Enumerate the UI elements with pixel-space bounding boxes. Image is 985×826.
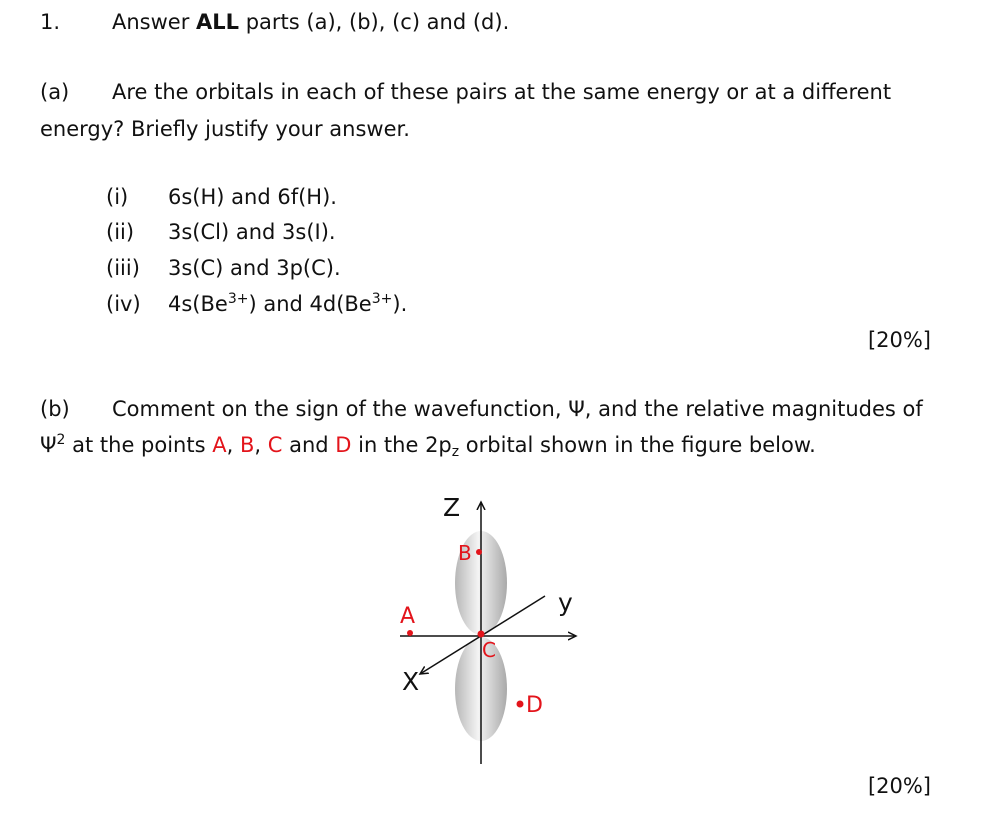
part-a-item: [106, 291, 407, 316]
intro-suffix: parts (a), (b), (c) and (d).: [239, 10, 510, 34]
part-b-marks: [20%]: [867, 774, 931, 798]
point-d-ref: D: [335, 433, 352, 457]
point-a-ref: A: [212, 433, 227, 457]
item-numeral: (iii): [106, 256, 140, 280]
intro-prefix: Answer: [112, 10, 197, 34]
point-d-label: D: [526, 693, 543, 718]
point-c-marker: [478, 631, 485, 638]
point-b-ref: B: [239, 433, 255, 457]
part-b-label: (b): [40, 397, 70, 421]
part-a-line1: Are the orbitals in each of these pairs at the same energy or at a different: [112, 80, 892, 104]
item-text: 6s(H) and 6f(H).: [168, 185, 337, 209]
intro-bold: ALL: [196, 10, 240, 34]
part-a-line2: energy? Briefly justify your answer.: [40, 117, 410, 141]
point-c-label: C: [482, 638, 496, 662]
part-a-item: [106, 185, 337, 209]
point-a-label: A: [400, 604, 416, 629]
item-numeral: (i): [106, 185, 129, 209]
part-b-line1: Comment on the sign of the wavefunction, Ψ, and the relative magnitudes of: [112, 397, 923, 421]
item-text: $4s(Be^{3+})$ and $4d(Be^{3+})$.: [168, 291, 408, 316]
axis-y-label: y: [558, 588, 573, 617]
question-number: 1.: [40, 10, 61, 34]
point-b-marker: [476, 549, 482, 555]
item-text: 3s(Cl) and 3s(I).: [168, 220, 336, 244]
part-b-line2: $\Psi^2$ at the points A, B, C and D in the $2p_z$ orbital shown in the figure below.: [40, 432, 816, 460]
item-numeral: (ii): [106, 220, 135, 244]
part-a-item: [106, 256, 341, 280]
item-numeral: (iv): [106, 292, 141, 316]
part-a-item: [106, 220, 336, 244]
part-a-label: (a): [40, 80, 70, 104]
orbital-figure: [380, 488, 600, 778]
question-intro: [112, 10, 509, 34]
point-a-marker: [407, 630, 413, 636]
point-b-label: B: [458, 541, 472, 565]
part-a-marks: [20%]: [867, 328, 931, 352]
item-text: 3s(C) and 3p(C).: [168, 256, 341, 280]
axis-z-label: Z: [443, 493, 461, 522]
point-d-marker: [517, 701, 524, 708]
axis-x-label: X: [402, 667, 420, 696]
point-c-ref: C: [267, 433, 283, 457]
